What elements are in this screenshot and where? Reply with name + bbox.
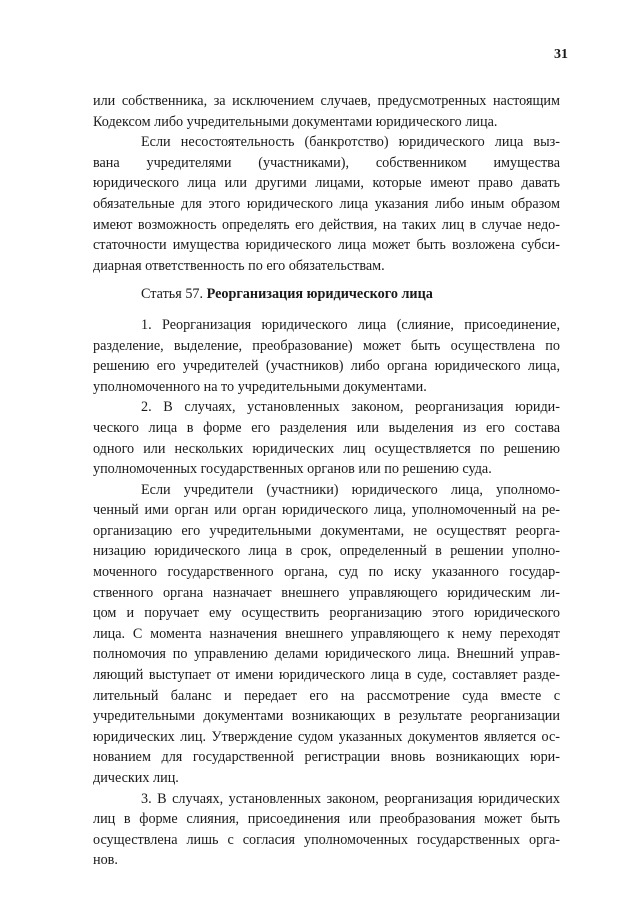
paragraph-external-manager (93, 480, 560, 789)
text-line: одного или нескольких юридических лиц осуществляется по решению (93, 440, 560, 457)
article-title: Реорганизация юридического лица (206, 286, 433, 303)
text-line: вана учредителями (участниками), собственником имущества (93, 154, 560, 171)
text-line: организацию его учредительными документами, не осуществят реорга- (93, 522, 560, 539)
page-number: 31 (554, 47, 568, 62)
text-line: Если учредители (участники) юридического лица, уполномо- (141, 481, 560, 498)
text-line: уполномоченных государственных органов или по решению суда. (93, 461, 492, 478)
text-line: 2. В случаях, установленных законом, реорганизация юриди- (141, 399, 560, 416)
text-line: нованием для государственной регистрации вновь возникающих юри- (93, 749, 560, 766)
text-line: статочности имущества юридического лица может быть возложена субси- (93, 237, 560, 254)
text-line: диарная ответственность по его обязательствам. (93, 257, 385, 274)
article-heading (93, 284, 560, 305)
article-number: Статья 57. (141, 286, 204, 303)
text-line: низацию юридического лица в срок, определенный в решении уполно- (93, 543, 560, 560)
text-line: нов. (93, 852, 118, 869)
paragraph-1 (93, 315, 560, 397)
text-line: ляющий выступает от имени юридического лица в суде, составляет разде- (93, 667, 560, 684)
paragraph-insolvency (93, 132, 560, 276)
text-line: учредительными документами возникающих в результате реорганизации (93, 708, 560, 725)
text-line: лица. С момента назначения внешнего управляющего к нему переходят (93, 625, 560, 642)
text-line: ственного органа назначает внешнего управляющего юридическим ли- (93, 584, 560, 601)
text-line: 3. В случаях, установленных законом, реорганизация юридических (141, 790, 560, 807)
text-line: моченного государственного органа, суд по иску указанного государ- (93, 564, 560, 581)
text-line: лительный баланс и передает его на рассмотрение суда вместе с (93, 687, 560, 704)
paragraph-2 (93, 397, 560, 479)
text-line: Если несостоятельность (банкротство) юридического лица выз- (141, 134, 560, 151)
text-line: 1. Реорганизация юридического лица (слияние, присоединение, (141, 316, 560, 333)
text-line: юридических лиц. Утверждение судом указанных документов является ос- (93, 728, 560, 745)
text-line: юридического лица или другими лицами, которые имеют право давать (93, 175, 560, 192)
paragraph-continuation (93, 91, 560, 132)
text-line: имеют возможность определять его действия, на таких лиц в случае недо- (93, 216, 560, 233)
paragraph-3 (93, 789, 560, 871)
text-line: решению его учредителей (участников) либо органа юридического лица, (93, 358, 560, 375)
text-line: цом и поручает ему осуществить реорганизацию этого юридического (93, 605, 560, 622)
text-line: лиц в форме слияния, присоединения или преобразования может быть (93, 811, 560, 828)
text-line: или собственника, за исключением случаев, предусмотренных настоящим (93, 93, 560, 109)
text-line: уполномоченного на то учредительными документами. (93, 378, 427, 395)
text-line: дических лиц. (93, 770, 179, 786)
text-line: ческого лица в форме его разделения или выделения из его состава (93, 419, 560, 436)
page-content (93, 91, 560, 871)
text-line: Кодексом либо учредительными документами юридического лица. (93, 113, 498, 130)
text-line: осуществлена лишь с согласия уполномоченных государственных орга- (93, 831, 560, 848)
text-line: ченный ими орган или орган юридического лица, уполномоченный на ре- (93, 502, 560, 519)
text-line: разделение, выделение, преобразование) может быть осуществлена по (93, 337, 560, 354)
text-line: полномочия по управлению делами юридического лица. Внешний управ- (93, 646, 560, 663)
text-line: обязательные для этого юридического лица указания либо иным образом (93, 195, 560, 212)
